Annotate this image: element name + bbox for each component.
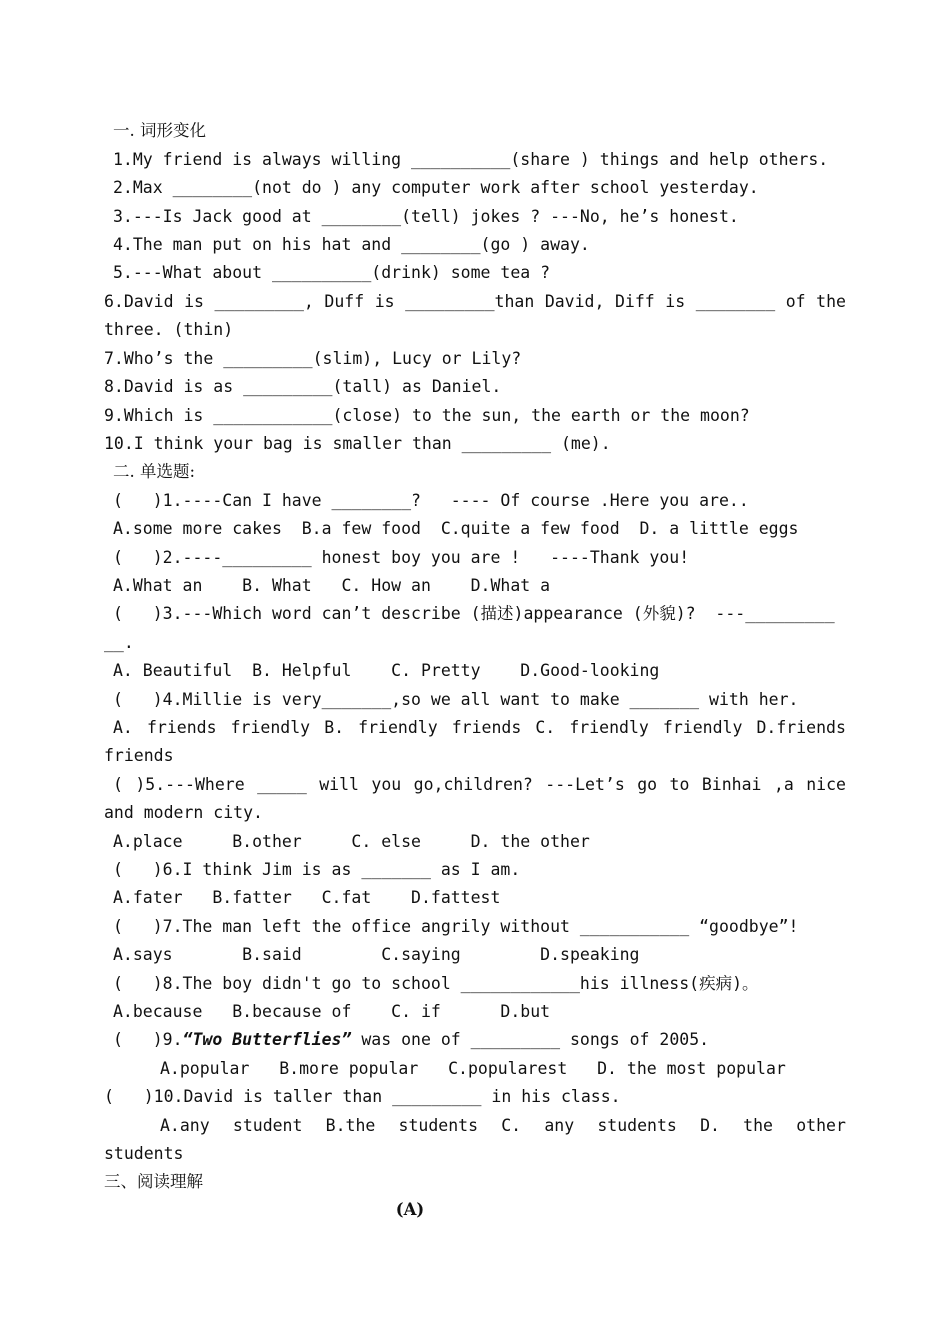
mc-options-9: A.popular B.more popular C.popularest D. the most popular — [160, 1059, 786, 1078]
mc-options-10-line1: A.any student B.the students C. any students D. the other — [160, 1116, 846, 1135]
question-3: 3.---Is Jack good at ________(tell) jokes ? ---No, he’s honest. — [113, 207, 739, 226]
mc-question-2: ( )2.----_________ honest boy you are ! ----Thank you! — [113, 548, 690, 567]
mc-options-2: A.What an B. What C. How an D.What a — [113, 576, 551, 595]
question-4: 4.The man put on his hat and ________(go ) away. — [113, 235, 590, 254]
question-7: 7.Who’s the _________(slim), Lucy or Lily? — [104, 349, 522, 368]
mc-options-6: A.fater B.fatter C.fat D.fattest — [113, 888, 501, 907]
mc-options-7: A.says B.said C.saying D.speaking — [113, 945, 640, 964]
mc-options-3: A. Beautiful B. Helpful C. Pretty D.Good-looking — [113, 661, 660, 680]
mc-options-1: A.some more cakes B.a few food C.quite a few food D. a little eggs — [113, 519, 799, 538]
mc-question-1: ( )1.----Can I have ________? ---- Of course .Here you are.. — [113, 491, 749, 510]
mc-question-7: ( )7.The man left the office angrily without ___________ “goodbye”! — [113, 917, 799, 936]
section3-heading: 三、阅读理解 — [104, 1172, 203, 1191]
passage-a-label: (A) — [395, 1200, 425, 1219]
mc-question-9: ( )9.“Two Butterflies” was one of _________ songs of 2005. — [113, 1030, 710, 1049]
mc-question-10: ( )10.David is taller than _________ in his class. — [104, 1087, 621, 1106]
song-title: “Two Butterflies” — [182, 1030, 352, 1049]
mc-question-5-line2: and modern city. — [104, 803, 263, 822]
mc-options-10-line2: students — [104, 1144, 184, 1163]
mc-question-4: ( )4.Millie is very_______,so we all want to make _______ with her. — [113, 690, 799, 709]
mc-options-5: A.place B.other C. else D. the other — [113, 832, 590, 851]
mc-question-6: ( )6.I think Jim is as _______ as I am. — [113, 860, 521, 879]
section2-heading: 二. 单选题: — [113, 462, 196, 481]
mc-question-8: ( )8.The boy didn't go to school ____________his illness(疾病)。 — [113, 974, 759, 993]
mc-options-4-line2: friends — [104, 746, 174, 765]
mc-question-3: ( )3.---Which word can’t describe (描述)appearance (外貌)? ---_________ — [113, 604, 835, 623]
mc-question-5-line1: ( )5.---Where _____ will you go,children? ---Let’s go to Binhai ,a nice — [113, 775, 846, 794]
question-2: 2.Max ________(not do ) any computer work after school yesterday. — [113, 178, 759, 197]
question-9: 9.Which is ____________(close) to the sun, the earth or the moon? — [104, 406, 750, 425]
question-1: 1.My friend is always willing __________(share ) things and help others. — [113, 150, 829, 169]
question-6-line1: 6.David is _________, Duff is _________than David, Diff is ________ of the — [104, 292, 846, 311]
question-5: 5.---What about __________(drink) some tea ? — [113, 263, 551, 282]
question-10: 10.I think your bag is smaller than _________ (me). — [104, 434, 611, 453]
question-8: 8.David is as _________(tall) as Daniel. — [104, 377, 502, 396]
mc-question-3-cont: __. — [104, 633, 134, 652]
mc-options-8: A.because B.because of C. if D.but — [113, 1002, 551, 1021]
mc-options-4-line1: A. friends friendly B. friendly friends C. friendly friendly D.friends — [113, 718, 846, 737]
section1-heading: 一. 词形变化 — [113, 121, 206, 140]
question-6-line2: three. (thin) — [104, 320, 234, 339]
